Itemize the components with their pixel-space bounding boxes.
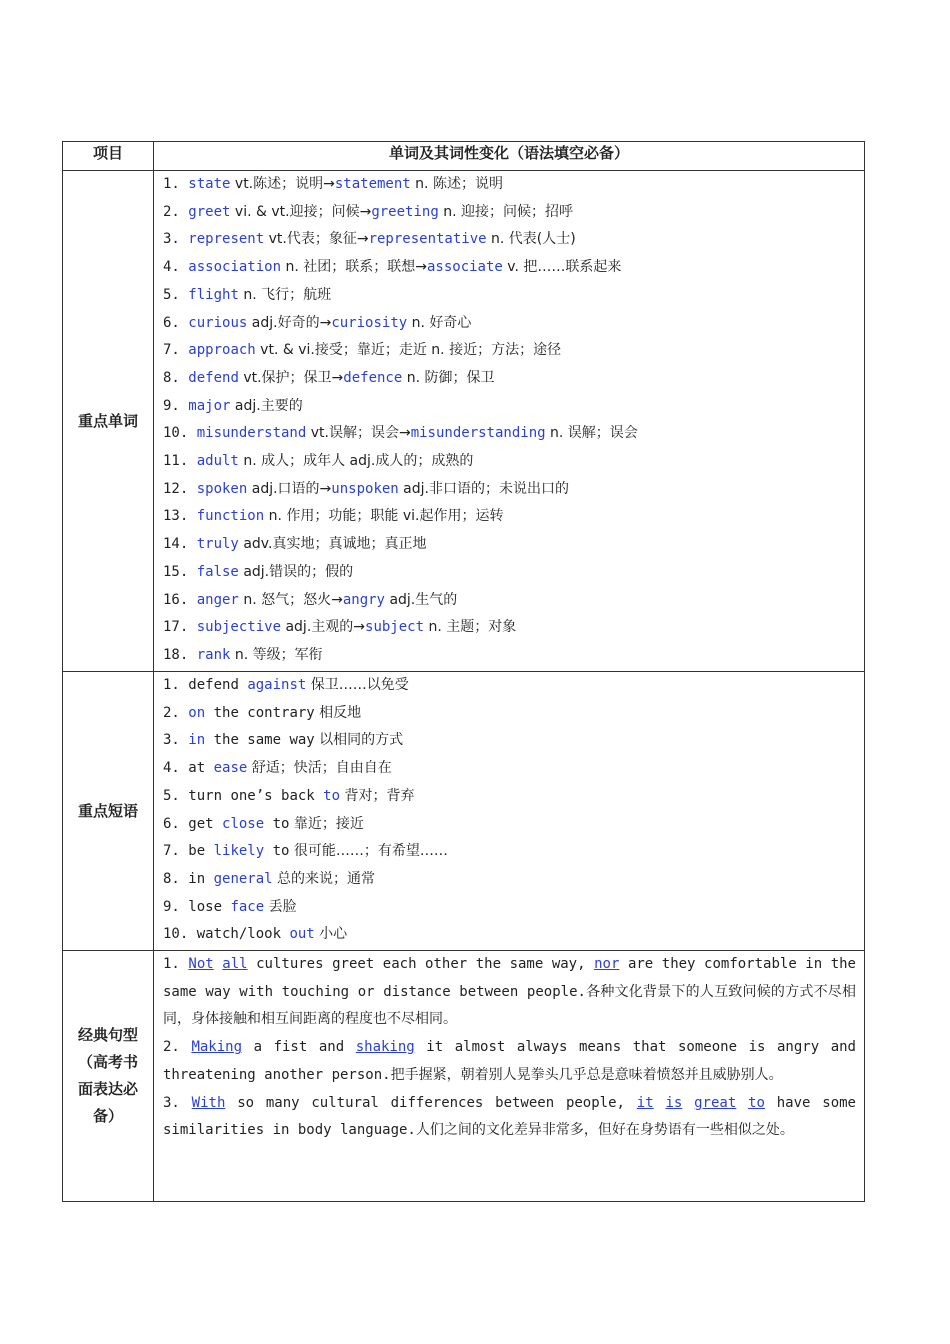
phrase-part: to xyxy=(264,843,290,860)
phrase-part: lose xyxy=(188,898,231,915)
entry-number: 2. xyxy=(163,203,189,220)
word-entry xyxy=(163,393,864,421)
derived-definition: adj.非口语的；未说出口的 xyxy=(398,480,569,497)
sentences-list xyxy=(154,951,865,1202)
sentence-translation: 把手握紧，朝着别人晃拳头几乎总是意味着愤怒并且威胁别人。 xyxy=(390,1066,783,1083)
entry-number: 4. xyxy=(163,760,189,777)
entry-number: 1. xyxy=(163,677,189,693)
definition: vt.保护；保卫→ xyxy=(238,369,344,386)
phrase-entry xyxy=(163,783,864,811)
word-entry xyxy=(163,531,864,559)
phrase-entry xyxy=(163,727,864,755)
keyword: rank xyxy=(196,646,231,663)
phrase-part: turn one’s back xyxy=(188,787,324,804)
definition: adj.口语的→ xyxy=(247,480,332,497)
phrase-meaning: 丢脸 xyxy=(264,898,297,915)
sentence-entry xyxy=(163,1034,864,1089)
phrase-keyword: face xyxy=(230,898,265,915)
derived-word: greeting xyxy=(371,203,439,220)
word-entry xyxy=(163,448,864,476)
phrase-part: be xyxy=(188,843,214,860)
entry-number: 6. xyxy=(163,314,189,331)
entry-number: 16. xyxy=(163,591,197,608)
word-entry xyxy=(163,337,864,365)
derived-word: statement xyxy=(334,176,411,192)
word-entry xyxy=(163,476,864,504)
sentences-section xyxy=(63,951,865,1202)
keyword: subjective xyxy=(196,619,282,636)
keyword: adult xyxy=(196,453,239,470)
header-words: 单词及其词性变化（语法填空必备） xyxy=(154,142,865,171)
key-word: Not xyxy=(188,956,214,972)
definition: n. 等级；军衔 xyxy=(230,646,323,663)
phrase-part: the contrary xyxy=(205,704,315,721)
keyword: approach xyxy=(188,342,256,359)
sentence-text: so many cultural differences between people, xyxy=(225,1094,637,1111)
phrase-keyword: on xyxy=(188,704,206,721)
phrase-keyword: against xyxy=(247,677,307,693)
label-line: （高考书 xyxy=(77,1053,138,1071)
derived-definition: n. 好奇心 xyxy=(407,314,472,331)
keyword: function xyxy=(196,508,265,525)
derived-word: subject xyxy=(365,619,425,636)
derived-definition: n. 防御；保卫 xyxy=(402,369,495,386)
key-word: to xyxy=(748,1094,765,1111)
sentence-text xyxy=(654,1095,666,1111)
definition: vt.误解；误会→ xyxy=(306,425,411,442)
derived-definition: adj.生气的 xyxy=(385,591,458,608)
entry-number: 17. xyxy=(163,619,197,636)
key-word: great xyxy=(694,1094,737,1111)
entry-number: 8. xyxy=(163,369,189,386)
phrase-keyword: ease xyxy=(213,760,248,777)
word-entry xyxy=(163,282,864,310)
label-line: 经典句型 xyxy=(77,1026,138,1044)
derived-definition: n. 迎接；问候；招呼 xyxy=(438,203,573,220)
key-word: nor xyxy=(594,956,620,972)
word-entry xyxy=(163,365,864,393)
keyword: false xyxy=(196,563,239,580)
keyword: state xyxy=(188,176,231,192)
phrase-entry xyxy=(163,866,864,894)
phrase-keyword: close xyxy=(222,815,265,832)
keyword: anger xyxy=(196,591,239,608)
table-header-row xyxy=(63,142,865,171)
sentence-text: are they comfortable in the same way with touching or distance between people. xyxy=(163,956,856,1000)
phrase-meaning: 以相同的方式 xyxy=(314,732,404,749)
entry-number: 13. xyxy=(163,508,197,525)
entry-number: 9. xyxy=(163,898,189,915)
key-word: Making xyxy=(191,1039,243,1056)
entry-number: 5. xyxy=(163,787,189,804)
phrases-section xyxy=(63,672,865,951)
label-line: 面表达必 xyxy=(77,1080,138,1098)
phrase-entry xyxy=(163,755,864,783)
key-word: shaking xyxy=(355,1039,415,1056)
sentence-translation: 各种文化背景下的人互致问候的方式不尽相同，身体接触和相互间距离的程度也不尽相同。 xyxy=(163,983,857,1028)
keyword: defend xyxy=(188,369,239,386)
phrase-part: watch/look xyxy=(196,926,290,943)
key-word: With xyxy=(191,1094,226,1111)
entry-number: 7. xyxy=(163,342,189,359)
word-entry xyxy=(163,642,864,670)
phrase-part: defend xyxy=(188,677,248,693)
phrase-keyword: to xyxy=(323,787,341,804)
word-entry xyxy=(163,614,864,642)
definition: vt.陈述；说明→ xyxy=(230,176,335,192)
definition: vt.代表；象征→ xyxy=(264,231,369,248)
phrase-meaning: 舒适；快活；自由自在 xyxy=(247,760,392,777)
phrase-keyword: in xyxy=(188,732,206,749)
phrase-entry xyxy=(163,672,864,700)
entry-number: 18. xyxy=(163,646,197,663)
entry-number: 3. xyxy=(163,1094,192,1111)
definition: adj.主要的 xyxy=(230,397,303,414)
entry-number: 3. xyxy=(163,231,189,248)
derived-word: representative xyxy=(368,231,487,248)
section-label-sentences xyxy=(63,951,154,1202)
definition: adj.错误的；假的 xyxy=(238,563,354,580)
phrase-part: at xyxy=(188,760,214,777)
phrase-keyword: likely xyxy=(213,843,265,860)
sentence-text xyxy=(736,1095,748,1111)
entry-number: 10. xyxy=(163,425,197,442)
phrase-entry xyxy=(163,811,864,839)
entry-number: 10. xyxy=(163,926,197,943)
derived-word: curiosity xyxy=(331,314,408,331)
keyword: curious xyxy=(188,314,248,331)
phrase-part: in xyxy=(188,870,214,887)
phrase-meaning: 很可能……；有希望…… xyxy=(289,843,448,860)
sentence-translation: 人们之间的文化差异非常多，但好在身势语有一些相似之处。 xyxy=(415,1122,794,1139)
definition: n. 成人；成年人 adj.成人的；成熟的 xyxy=(238,453,474,470)
keyword: flight xyxy=(188,286,239,303)
phrase-meaning: 小心 xyxy=(314,926,348,943)
derived-word: angry xyxy=(342,591,385,608)
word-entry xyxy=(163,226,864,254)
phrase-part: get xyxy=(188,815,223,832)
derived-definition: n. 主题；对象 xyxy=(424,619,517,636)
entry-number: 6. xyxy=(163,815,189,832)
phrase-entry xyxy=(163,700,864,728)
entry-number: 7. xyxy=(163,843,189,860)
sentence-entry xyxy=(163,1090,864,1145)
entry-number: 9. xyxy=(163,397,189,414)
words-list xyxy=(154,171,865,672)
keyword: spoken xyxy=(196,480,248,497)
phrase-entry xyxy=(163,894,864,922)
definition: vt. & vi.接受；靠近；走近 n. 接近；方法；途径 xyxy=(255,342,562,359)
word-entry xyxy=(163,199,864,227)
definition: adv.真实地；真诚地；真正地 xyxy=(238,536,427,553)
phrase-keyword: out xyxy=(289,926,315,943)
sentence-entry xyxy=(163,951,864,1034)
keyword: greet xyxy=(188,203,231,220)
keyword: represent xyxy=(188,231,265,248)
phrase-entry xyxy=(163,921,864,949)
keyword: truly xyxy=(196,536,239,553)
phrase-keyword: general xyxy=(213,870,273,887)
entry-number: 11. xyxy=(163,453,197,470)
word-entry xyxy=(163,420,864,448)
derived-word: defence xyxy=(343,369,403,386)
word-entry xyxy=(163,587,864,615)
keyword: misunderstand xyxy=(196,425,307,442)
entry-number: 1. xyxy=(163,176,189,192)
phrases-list xyxy=(154,672,865,951)
phrase-meaning: 背对；背弃 xyxy=(340,787,415,804)
keyword: association xyxy=(188,259,282,276)
phrase-part: to xyxy=(264,815,290,832)
definition: vi. & vt.迎接；问候→ xyxy=(230,203,372,220)
entry-number: 8. xyxy=(163,870,189,887)
derived-definition: n. 陈述；说明 xyxy=(410,176,503,192)
phrase-meaning: 保卫……以免受 xyxy=(306,677,409,693)
phrase-part: the same way xyxy=(205,732,315,749)
derived-definition: v. 把……联系起来 xyxy=(502,259,622,276)
definition: n. 社团；联系；联想→ xyxy=(281,259,427,276)
sentence-text: cultures greet each other the same way, xyxy=(247,956,595,972)
phrase-entry xyxy=(163,838,864,866)
definition: n. 怒气；怒火→ xyxy=(238,591,343,608)
vocabulary-table xyxy=(62,141,865,1202)
entry-number: 14. xyxy=(163,536,197,553)
header-item: 项目 xyxy=(63,142,154,171)
entry-number: 2. xyxy=(163,1039,192,1056)
key-word: all xyxy=(222,956,248,972)
label-line: 备） xyxy=(92,1107,123,1125)
entry-number: 1. xyxy=(163,956,189,972)
definition: adj.主观的→ xyxy=(281,619,366,636)
definition: adj.好奇的→ xyxy=(247,314,332,331)
phrase-meaning: 相反地 xyxy=(314,704,362,721)
derived-definition: n. 误解；误会 xyxy=(545,425,638,442)
words-section xyxy=(63,171,865,672)
word-entry xyxy=(163,503,864,531)
word-entry xyxy=(163,254,864,282)
phrase-meaning: 靠近；接近 xyxy=(289,815,364,832)
definition: n. 作用；功能；职能 vi.起作用；运转 xyxy=(264,508,504,525)
derived-word: unspoken xyxy=(331,480,399,497)
phrase-meaning: 总的来说；通常 xyxy=(272,870,376,887)
entry-number: 2. xyxy=(163,704,189,721)
derived-definition: n. 代表(人士) xyxy=(486,231,576,248)
sentence-text xyxy=(682,1095,694,1111)
section-label-phrases: 重点短语 xyxy=(63,672,154,951)
word-entry xyxy=(163,559,864,587)
entry-number: 12. xyxy=(163,480,197,497)
key-word: it xyxy=(636,1094,654,1111)
definition: n. 飞行；航班 xyxy=(238,286,332,303)
sentence-text: a fist and xyxy=(242,1039,356,1056)
sentence-text: have some similarities in body language. xyxy=(163,1094,856,1139)
entry-number: 4. xyxy=(163,259,189,276)
sentence-text xyxy=(214,956,223,972)
sentence-text: it almost always means that someone is angry and threatening another person. xyxy=(163,1039,856,1083)
key-word: is xyxy=(665,1094,683,1111)
entry-number: 5. xyxy=(163,286,189,303)
entry-number: 3. xyxy=(163,732,189,749)
word-entry xyxy=(163,171,864,199)
word-entry xyxy=(163,310,864,338)
derived-word: misunderstanding xyxy=(410,425,546,442)
entry-number: 15. xyxy=(163,563,197,580)
keyword: major xyxy=(188,397,231,414)
derived-word: associate xyxy=(426,259,503,276)
section-label-words: 重点单词 xyxy=(63,171,154,672)
